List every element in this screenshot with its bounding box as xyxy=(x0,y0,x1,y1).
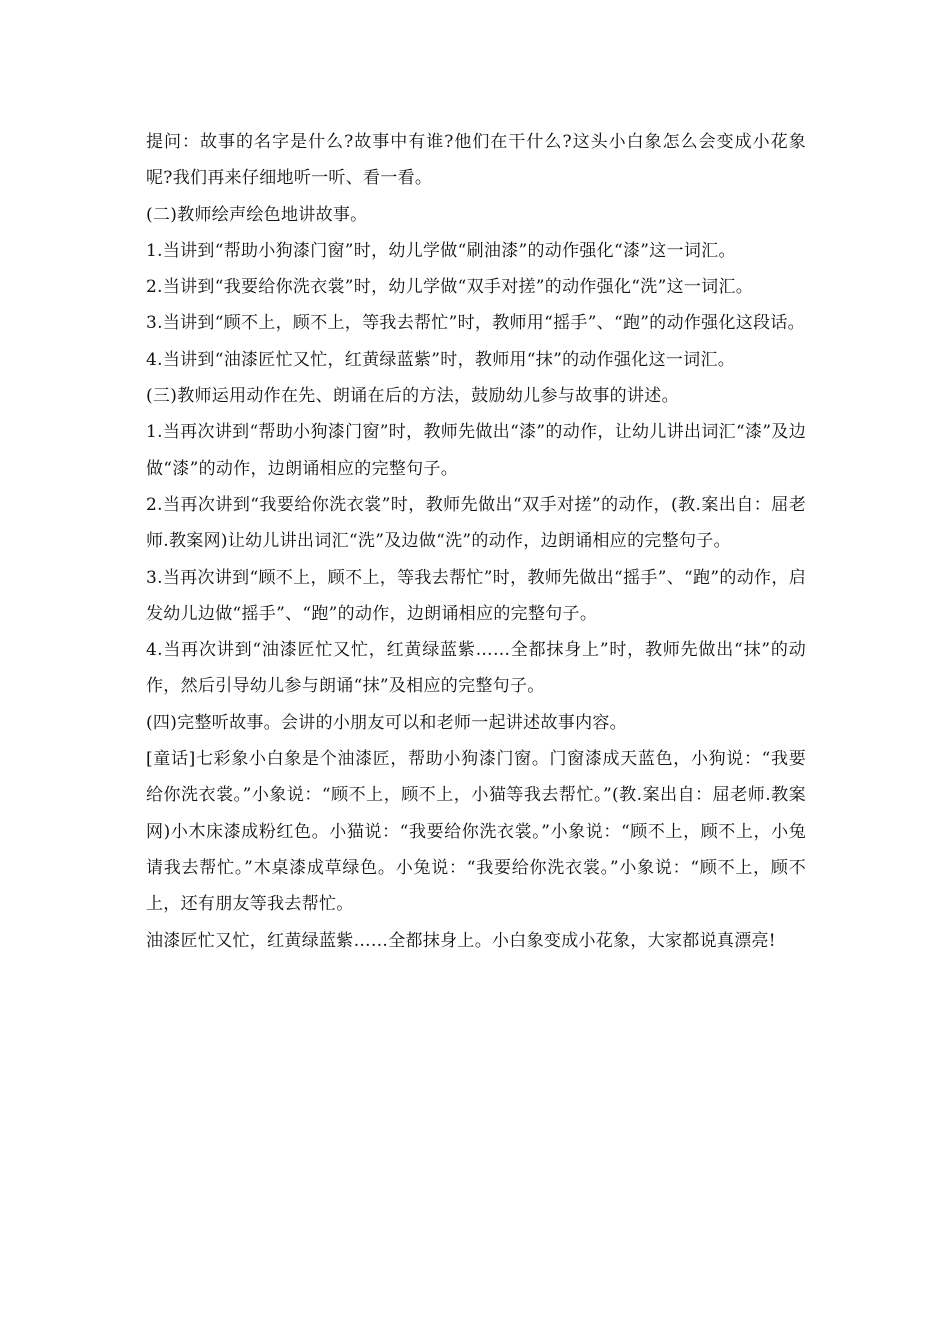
section-heading-3: (三)教师运用动作在先、朗诵在后的方法，鼓励幼儿参与故事的讲述。 xyxy=(146,386,679,407)
list-item: 1.当再次讲到“帮助小狗漆门窗”时，教师先做出“漆”的动作，让幼儿讲出词汇“漆”及边做“漆”的动作，边朗诵相应的完整句子。 xyxy=(146,422,806,479)
list-item: 2.当再次讲到“我要给你洗衣裳”时，教师先做出“双手对搓”的动作，(教.案出自：屈老师.教案网)让幼儿讲出词汇“洗”及边做“洗”的动作，边朗诵相应的完整句子。 xyxy=(146,494,806,552)
list-item: 3.当再次讲到“顾不上，顾不上，等我去帮忙”时，教师先做出“摇手”、“跑”的动作，启发幼儿边做“摇手”、“跑”的动作，边朗诵相应的完整句子。 xyxy=(146,567,806,624)
list-item: 4.当讲到“油漆匠忙又忙，红黄绿蓝紫”时，教师用“抹”的动作强化这一词汇。 xyxy=(146,349,736,370)
story-paragraph: [童话]七彩象小白象是个油漆匠，帮助小狗漆门窗。门窗漆成天蓝色，小狗说：“我要给你洗衣裳。”小象说：“顾不上，顾不上，小猫等我去帮忙。”(教.案出自：屈老师.教案网)小木床漆成粉红色。小猫说：“我要给你洗衣裳。”小象说：“顾不上，顾不上，小兔请我去帮忙。”木桌漆成草绿色。小兔说：“我要给你洗衣裳。”小象说：“顾不上，顾不上，还有朋友等我去帮忙。 xyxy=(146,749,806,915)
section-heading-2: (二)教师绘声绘色地讲故事。 xyxy=(146,204,368,225)
story-ending-paragraph: 油漆匠忙又忙，红黄绿蓝紫……全都抹身上。小白象变成小花象，大家都说真漂亮! xyxy=(146,930,776,951)
list-item: 3.当讲到“顾不上，顾不上，等我去帮忙”时，教师用“摇手”、“跑”的动作强化这段话。 xyxy=(146,313,805,334)
section-heading-4: (四)完整听故事。会讲的小朋友可以和老师一起讲述故事内容。 xyxy=(146,712,627,733)
list-item: 4.当再次讲到“油漆匠忙又忙，红黄绿蓝紫……全都抹身上”时，教师先做出“抹”的动作，然后引导幼儿参与朗诵“抹”及相应的完整句子。 xyxy=(146,640,806,697)
question-paragraph: 提问：故事的名字是什么?故事中有谁?他们在干什么?这头小白象怎么会变成小花象呢?我们再来仔细地听一听、看一看。 xyxy=(146,132,806,189)
list-item: 2.当讲到“我要给你洗衣裳”时，幼儿学做“双手对搓”的动作强化“洗”这一词汇。 xyxy=(146,277,754,298)
document-page xyxy=(146,124,806,959)
list-item: 1.当讲到“帮助小狗漆门窗”时，幼儿学做“刷油漆”的动作强化“漆”这一词汇。 xyxy=(146,240,736,261)
